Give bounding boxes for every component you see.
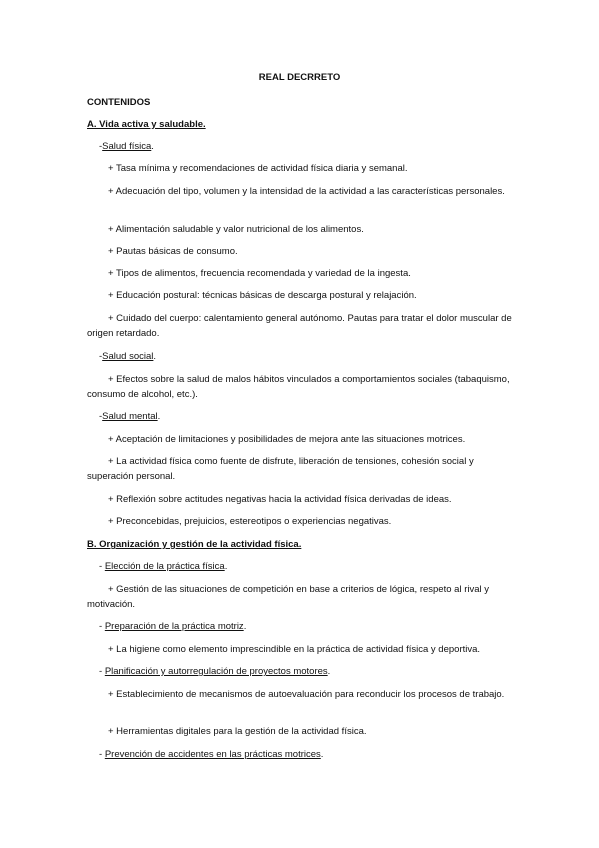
list-item: + Gestión de las situaciones de competición en base a criterios de lógica, respeto al rival y motivación. [87,584,489,610]
list-item: + Cuidado del cuerpo: calentamiento general autónomo. Pautas para tratar el dolor muscular de origen retardado. [87,313,512,339]
subsection-salud-social: -Salud social. [99,351,157,362]
subsection-salud-fisica: -Salud física. [99,141,154,152]
contents-heading: CONTENIDOS [87,97,151,108]
subsection-label: Salud mental [102,411,158,422]
subsection-planificacion: - Planificación y autorregulación de proyectos motores. [99,666,331,677]
subsection-label: Planificación y autorregulación de proyectos motores [104,666,328,677]
list-item: + Tasa mínima y recomendaciones de actividad física diaria y semanal. [108,163,408,174]
list-item: + Reflexión sobre actitudes negativas hacia la actividad física derivadas de ideas. [108,494,452,505]
list-item: + Herramientas digitales para la gestión de la actividad física. [108,726,367,737]
list-item: + Tipos de alimentos, frecuencia recomendada y variedad de la ingesta. [108,268,411,279]
list-item: + La actividad física como fuente de disfrute, liberación de tensiones, cohesión social y superación personal. [87,456,474,482]
list-item: + Efectos sobre la salud de malos hábitos vinculados a comportamientos sociales (tabaquismo, consumo de alcohol, etc.). [87,374,510,400]
section-b-heading: B. Organización y gestión de la actividad física. [87,539,302,550]
subsection-label: Salud física [102,141,152,152]
subsection-salud-mental: -Salud mental. [99,411,161,422]
list-item: + Aceptación de limitaciones y posibilidades de mejora ante las situaciones motrices. [108,434,466,445]
subsection-label: Prevención de accidentes en las prácticas motrices [104,749,321,760]
list-item: + Pautas básicas de consumo. [108,246,238,257]
list-item: + Establecimiento de mecanismos de autoevaluación para reconducir los procesos de trabajo. [108,689,505,700]
list-item: + La higiene como elemento imprescindible en la práctica de actividad física y deportiva. [108,644,481,655]
list-item: + Preconcebidas, prejuicios, estereotipos o experiencias negativas. [108,516,392,527]
list-item: + Educación postural: técnicas básicas de descarga postural y relajación. [108,290,417,301]
subsection-label: Preparación de la práctica motriz [104,621,244,632]
document-title: REAL DECRRETO [258,72,341,83]
subsection-label: Salud social [102,351,154,362]
list-item: + Alimentación saludable y valor nutricional de los alimentos. [108,224,364,235]
subsection-eleccion: - Elección de la práctica física. [99,561,228,572]
list-item: + Adecuación del tipo, volumen y la intensidad de la actividad a las características personales. [108,186,505,197]
subsection-label: Elección de la práctica física [104,561,225,572]
subsection-prevencion: - Prevención de accidentes en las prácticas motrices. [99,749,324,760]
section-a-heading: A. Vida activa y saludable. [87,119,206,130]
subsection-preparacion: - Preparación de la práctica motriz. [99,621,247,632]
